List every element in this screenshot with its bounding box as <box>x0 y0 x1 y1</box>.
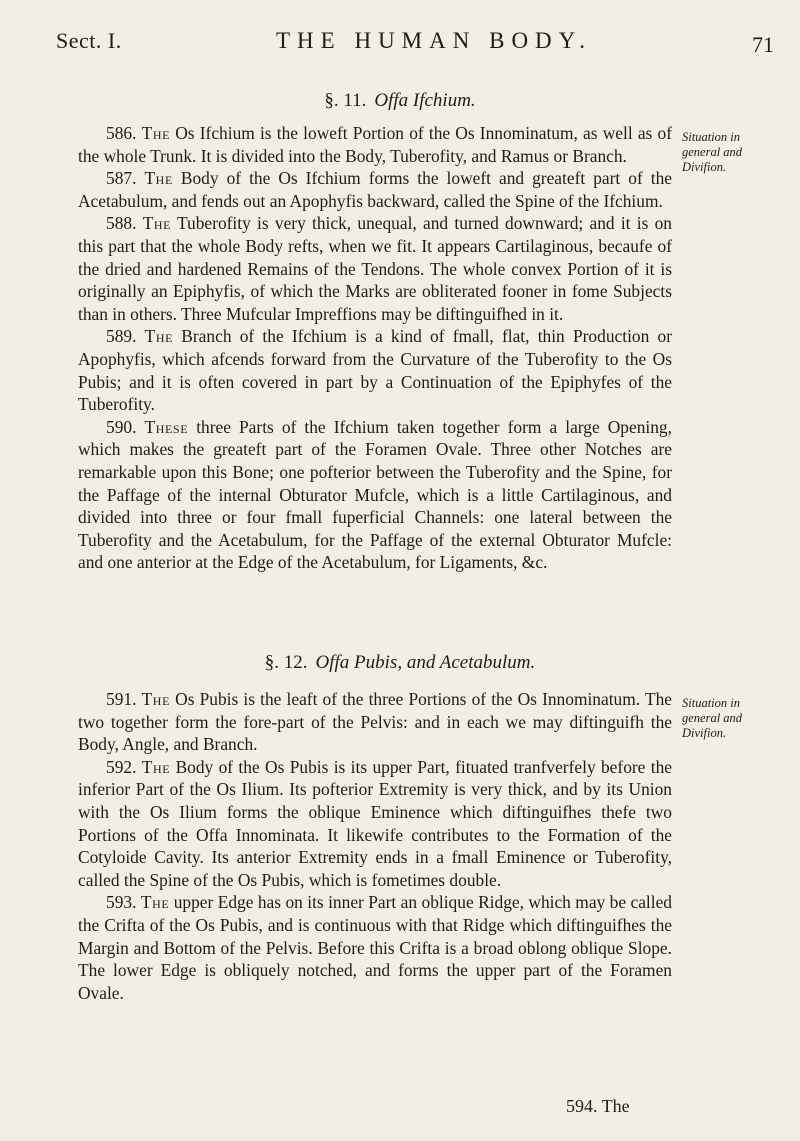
paragraph-587: 587. The Body of the Os Ifchium forms the loweft and greateft part of the Acetabulum, and fends out an Apophyfis backward, called the Spine of the Ifchium. <box>78 168 672 211</box>
margin-note-2: Situation in general and Divifion. <box>682 696 743 740</box>
text-block-2 <box>78 688 672 1004</box>
paragraph-586: 586. The Os Ifchium is the loweft Portion of the Os Innominatum, as well as of the whole Trunk. It is divided into the Body, Tuberofity, and Ramus or Branch. <box>78 123 672 166</box>
paragraph-589: 589. The Branch of the Ifchium is a kind of fmall, flat, thin Production or Apophyfis, which afcends forward from the Curvature of the Tuberofity to the Os Pubis; and it is often covered in part by a Continuation of the Epiphyfes of the Tuberofity. <box>78 326 672 415</box>
paragraph-590: 590. These three Parts of the Ifchium taken together form a large Opening, which makes the greateft part of the Foramen Ovale. Three other Notches are remarkable upon this Bone; one pofterior between the Tuberofity and the Spine, for the Paffage of the internal Obturator Mufcle, which is a little Cartilaginous, and divided into three or four fmall fuperficial Channels: one lateral between the Tuberofity and the Acetabulum, for the Paffage of the external Obturator Mufcle: and one anterior at the Edge of the Acetabulum, for Ligaments, &c. <box>78 416 672 573</box>
paragraph-592: 592. The Body of the Os Pubis is its upper Part, fituated tranfverfely before the inferior Part of the Os Ilium. Its pofterior Extremity is very thick, and by its Union with the Os Ilium forms the oblique Eminence which diftinguifhes thefe two Portions of the Offa Innominata. It likewife contributes to the Formation of the Cotyloide Cavity. Its anterior Extremity ends in a fmall Eminence or Tuberofity, called the Spine of the Os Pubis, which is fometimes double. <box>78 756 672 890</box>
paragraph-593: 593. The upper Edge has on its inner Part an oblique Ridge, which may be called the Crifta of the Os Pubis, and is continuous with that Ridge which diftinguifhes the Margin and Bottom of the Pelvis. Before this Crifta is a broad oblong oblique Slope. The lower Edge is obliquely notched, and forms the upper part of the Foramen Ovale. <box>78 892 672 1003</box>
section-11-title: Offa Ifchium. <box>374 90 476 111</box>
section-12-title: Offa Pubis, and Acetabulum. <box>315 652 536 673</box>
page-number: 71 <box>752 32 774 57</box>
running-header <box>56 28 780 68</box>
section-12-number: §. 12. <box>264 652 308 673</box>
section-12-heading <box>0 652 800 674</box>
text-block-1 <box>78 122 672 574</box>
section-label: Sect. I. <box>56 28 122 53</box>
section-11-number: §. 11. <box>324 90 367 111</box>
paragraph-588: 588. The Tuberofity is very thick, unequal, and turned downward; and it is on this part that the whole Body refts, when we fit. It appears Cartilaginous, becaufe of the dried and hardened Remains of the Tendons. The whole convex Portion of it is originally an Epiphyfis, of which the Marks are obliterated fooner in fome Subjects than in others. Three Mufcular Impreffions may be diftinguifhed in it. <box>78 213 672 324</box>
running-title: THE HUMAN BODY. <box>276 28 593 53</box>
paragraph-591: 591. The Os Pubis is the leaft of the three Portions of the Os Innominatum. The two together form the fore-part of the Pelvis: and in each we may diftinguifh the Body, Angle, and Branch. <box>78 689 672 755</box>
margin-note-1: Situation in general and Divifion. <box>682 130 743 174</box>
catchword: 594. The <box>566 1096 630 1116</box>
section-11-heading <box>0 90 800 112</box>
